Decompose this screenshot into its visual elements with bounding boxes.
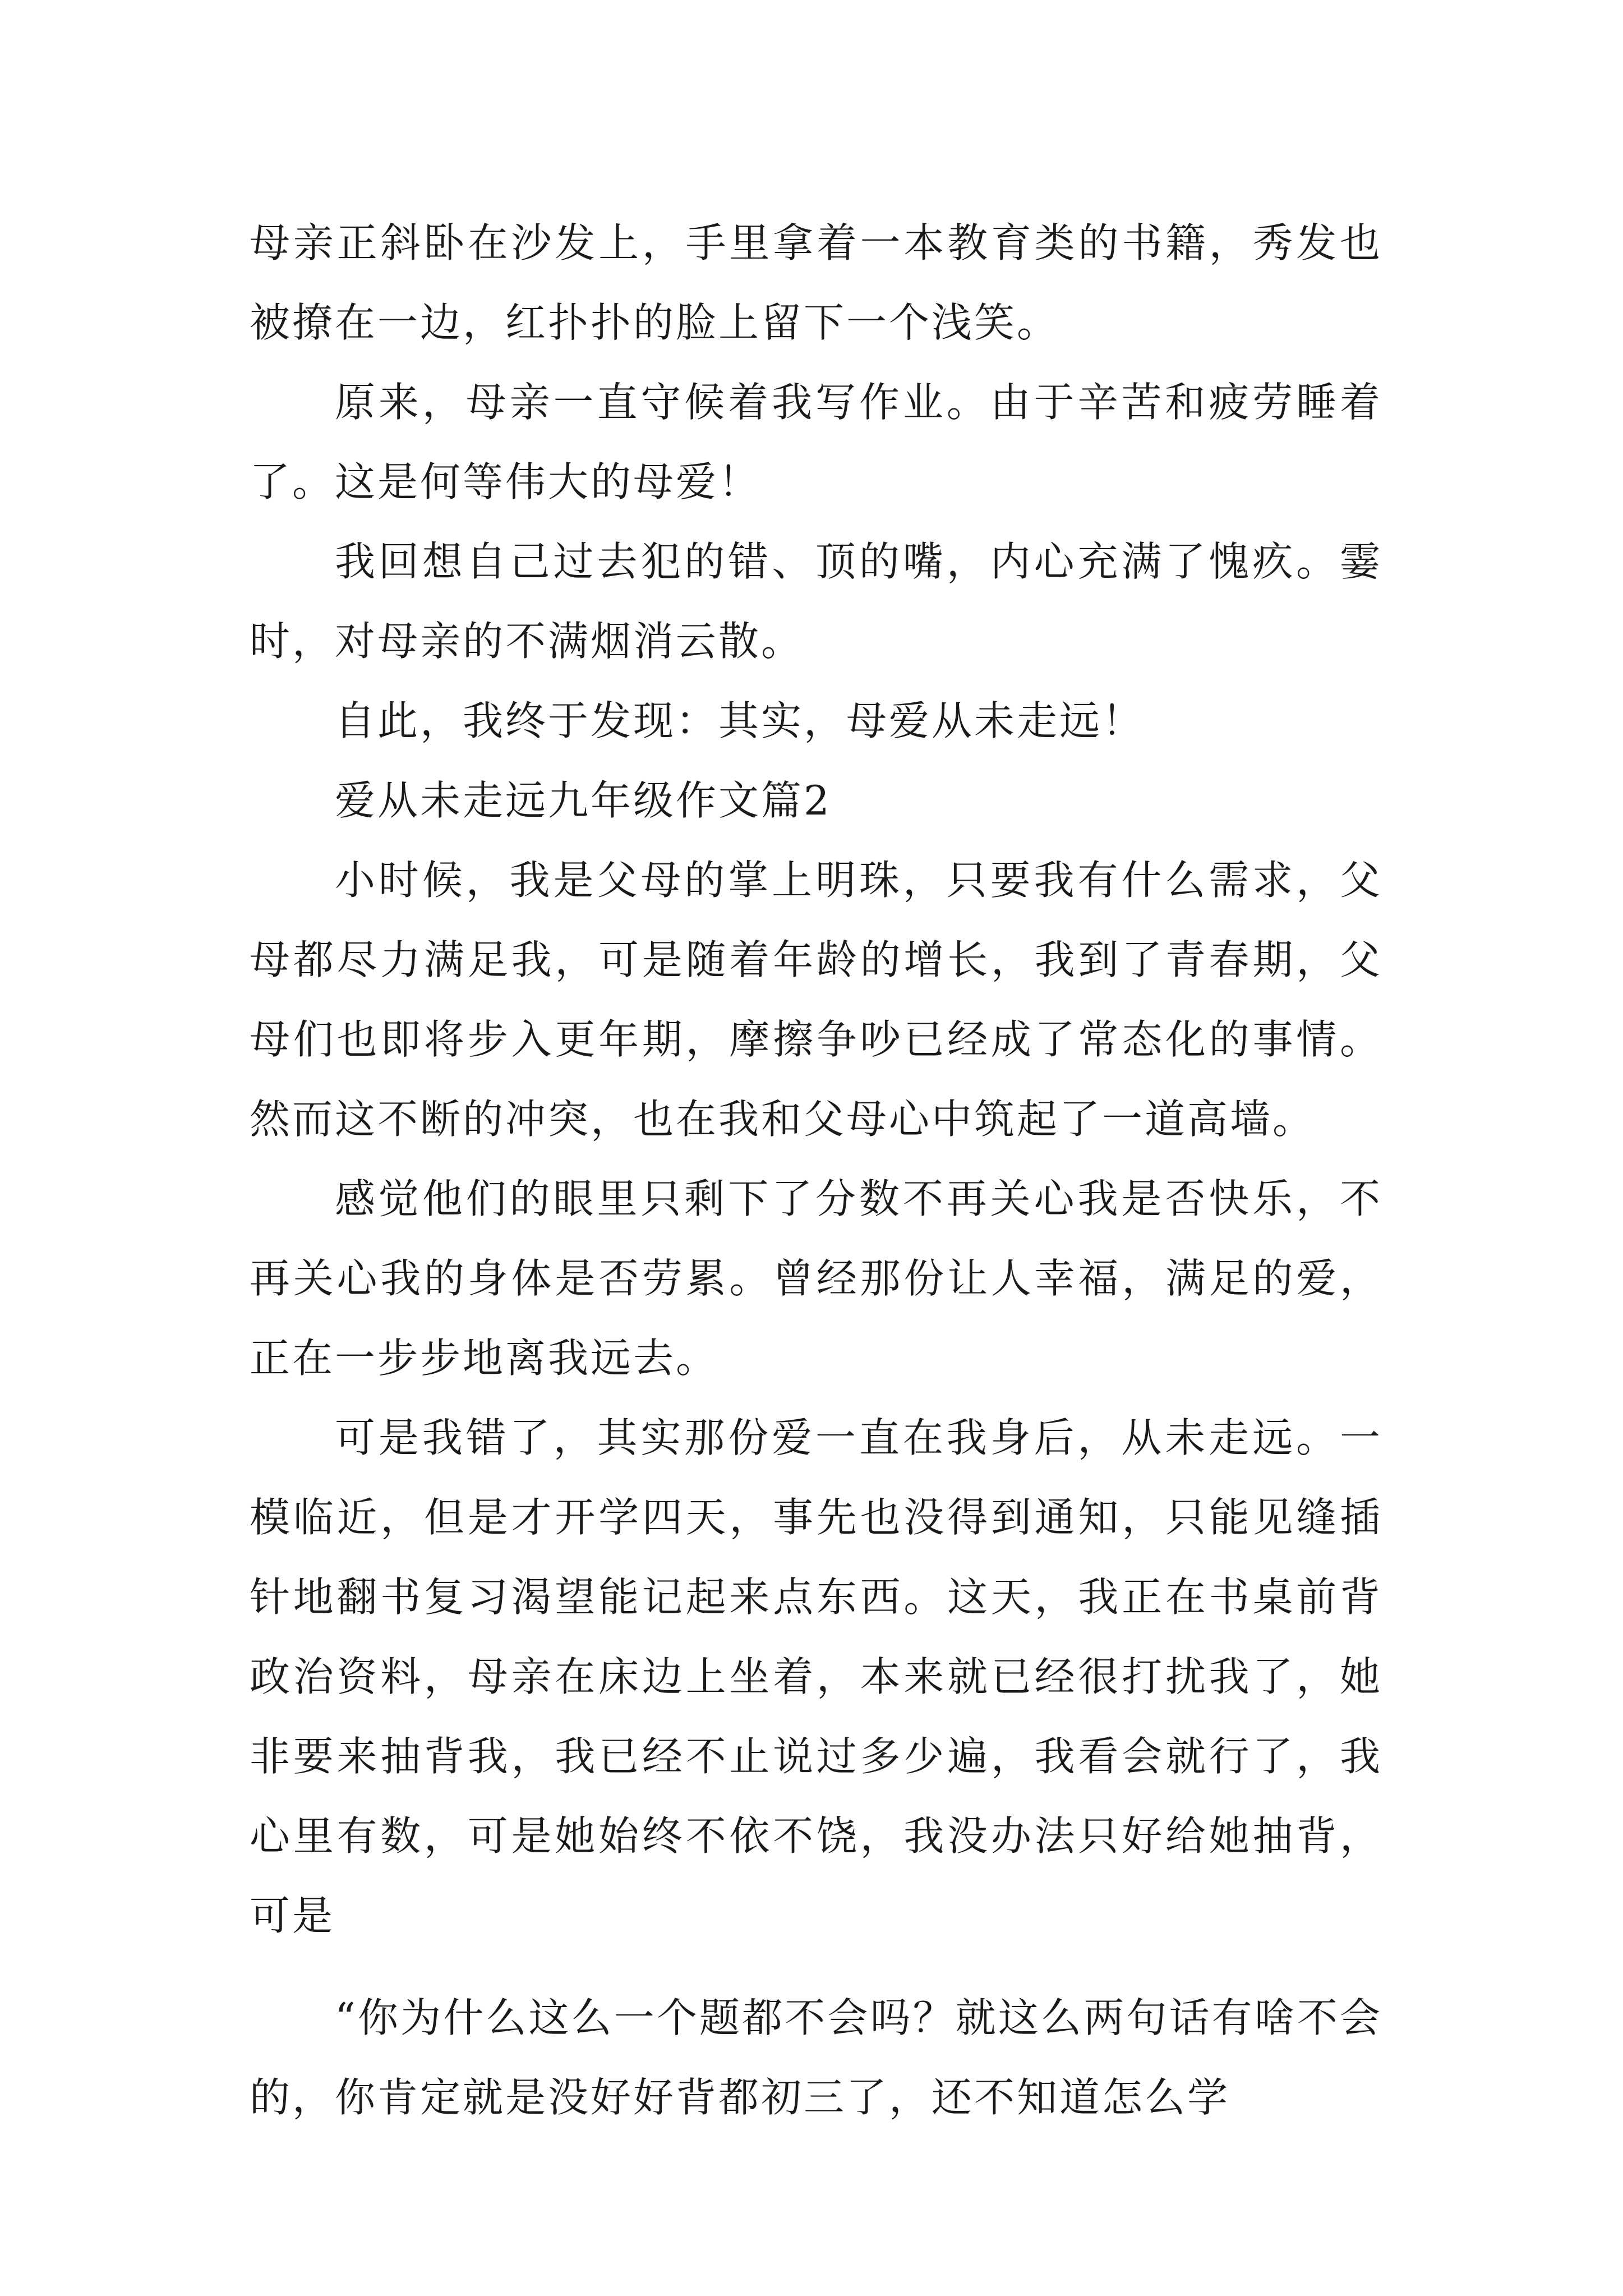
paragraph: 母亲正斜卧在沙发上，手里拿着一本教育类的书籍，秀发也被撩在一边，红扑扑的脸上留下一个浅笑。	[250, 219, 1382, 346]
paragraph: 我回想自己过去犯的错、顶的嘴，内心充满了愧疚。霎时，对母亲的不满烟消云散。	[250, 538, 1382, 665]
document-body	[250, 203, 1382, 2137]
paragraph: 小时候，我是父母的掌上明珠，只要我有什么需求，父母都尽力满足我，可是随着年龄的增长，我到了青春期，父母们也即将步入更年期，摩擦争吵已经成了常态化的事情。然而这不断的冲突，也在我和父母心中筑起了一道高墙。	[250, 857, 1382, 1143]
section-heading: 爱从未走远九年级作文篇2	[335, 777, 832, 824]
paragraph: “你为什么这么一个题都不会吗？就这么两句话有啥不会的，你肯定就是没好好背都初三了，还不知道怎么学	[250, 1994, 1382, 2121]
paragraph: 原来，母亲一直守候着我写作业。由于辛苦和疲劳睡着了。这是何等伟大的母爱！	[250, 379, 1382, 505]
paragraph: 自此，我终于发现：其实，母爱从未走远！	[335, 697, 1145, 744]
paragraph: 感觉他们的眼里只剩下了分数不再关心我是否快乐，不再关心我的身体是否劳累。曾经那份让人幸福，满足的爱，正在一步步地离我远去。	[250, 1175, 1382, 1382]
paragraph: 可是我错了，其实那份爱一直在我身后，从未走远。一模临近，但是才开学四天，事先也没得到通知，只能见缝插针地翻书复习渴望能记起来点东西。这天，我正在书桌前背政治资料，母亲在床边上坐着，本来就已经很打扰我了，她非要来抽背我，我已经不止说过多少遍，我看会就行了，我心里有数，可是她始终不依不饶，我没办法只好给她抽背，可是	[250, 1414, 1382, 1939]
